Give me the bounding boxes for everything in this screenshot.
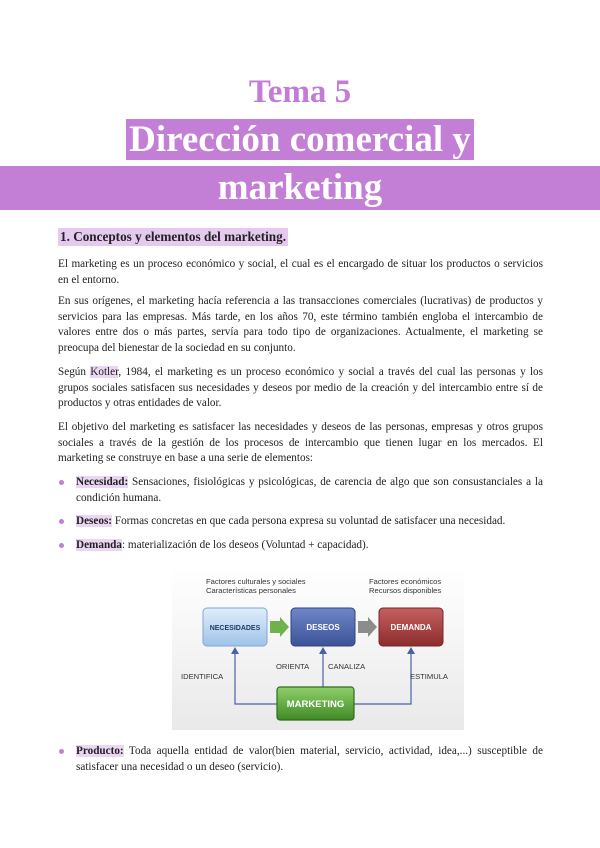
paragraph-4: El objetivo del marketing es satisfacer las necesidades y deseos de las personas, empresas y otros grupos sociales a través de la gestión de los procesos de intercambio que tienen lugar en los mercados. El marketing se construye en base a una serie de elementos: (58, 421, 543, 464)
p3-pre: Según (58, 366, 91, 378)
elements-list (76, 475, 543, 553)
factors-right-line2: Recursos disponibles (369, 586, 442, 595)
term-demanda: Demanda (76, 538, 122, 551)
def-necesidad: Sensaciones, fisiológicas y psicológicas, de carencia de algo que son consustanciales a la condición humana. (76, 476, 543, 504)
label-identifica: IDENTIFICA (181, 672, 224, 681)
tema-number: Tema 5 (248, 74, 352, 110)
list-item (76, 475, 543, 506)
term-necesidad: Necesidad: (76, 476, 129, 488)
factors-left-line1: Factores culturales y sociales (206, 577, 306, 586)
label-orienta: ORIENTA (276, 662, 310, 671)
list-item (76, 538, 543, 554)
label-demanda: DEMANDA (390, 623, 432, 632)
label-estimula: ESTIMULA (410, 672, 448, 681)
def-deseos: Formas concretas en que cada persona expresa su voluntad de satisfacer una necesidad. (112, 515, 506, 527)
page-title (0, 118, 600, 210)
def-demanda: : materialización de los deseos (Voluntad + capacidad). (122, 538, 369, 551)
label-marketing: MARKETING (286, 699, 345, 710)
factors-right-line1: Factores económicos (369, 577, 442, 586)
elements-list-continued (76, 744, 543, 775)
def-producto: Toda aquella entidad de valor(bien material, servicio, actividad, idea,...) susceptible de satisfacer una necesidad o un deseo (servicio). (76, 745, 543, 773)
term-producto: Producto: (76, 745, 124, 757)
list-item (76, 514, 543, 530)
factors-left-line2: Características personales (206, 586, 296, 595)
list-item (76, 744, 543, 775)
label-canaliza: CANALIZA (328, 662, 366, 671)
marketing-diagram (172, 568, 464, 730)
paragraph-3 (58, 365, 543, 412)
title-line-2: marketing (215, 167, 385, 208)
label-deseos: DESEOS (306, 623, 340, 632)
title-line-1: Dirección comercial y (126, 119, 474, 160)
label-necesidades: NECESIDADES (209, 625, 261, 632)
section-heading: 1. Conceptos y elementos del marketing. (60, 229, 286, 244)
paragraph-2: En sus orígenes, el marketing hacía referencia a las transacciones comerciales (lucrativas) de productos y servicios para las empresas. Más tarde, en los años 70, este término también engloba el intercambio de valores entre dos o más partes, servía para todo tipo de organizaciones. Actualmente, el marketing se preocupa del bienestar de la sociedad en su conjunto. (58, 295, 543, 354)
kotler-highlight: Kotler (90, 366, 119, 378)
term-deseos: Deseos: (76, 515, 113, 527)
p3-post: , 1984, el marketing es un proceso económico y social a través del cual las personas y los grupos sociales satisfacen sus necesidades y deseos por medio de la creación y del intercambio entre sí de productos y otras entidades de valor. (58, 366, 544, 409)
paragraph-1: El marketing es un proceso económico y social, el cual es el encargado de situar los productos o servicios en el entorno. (58, 258, 543, 286)
